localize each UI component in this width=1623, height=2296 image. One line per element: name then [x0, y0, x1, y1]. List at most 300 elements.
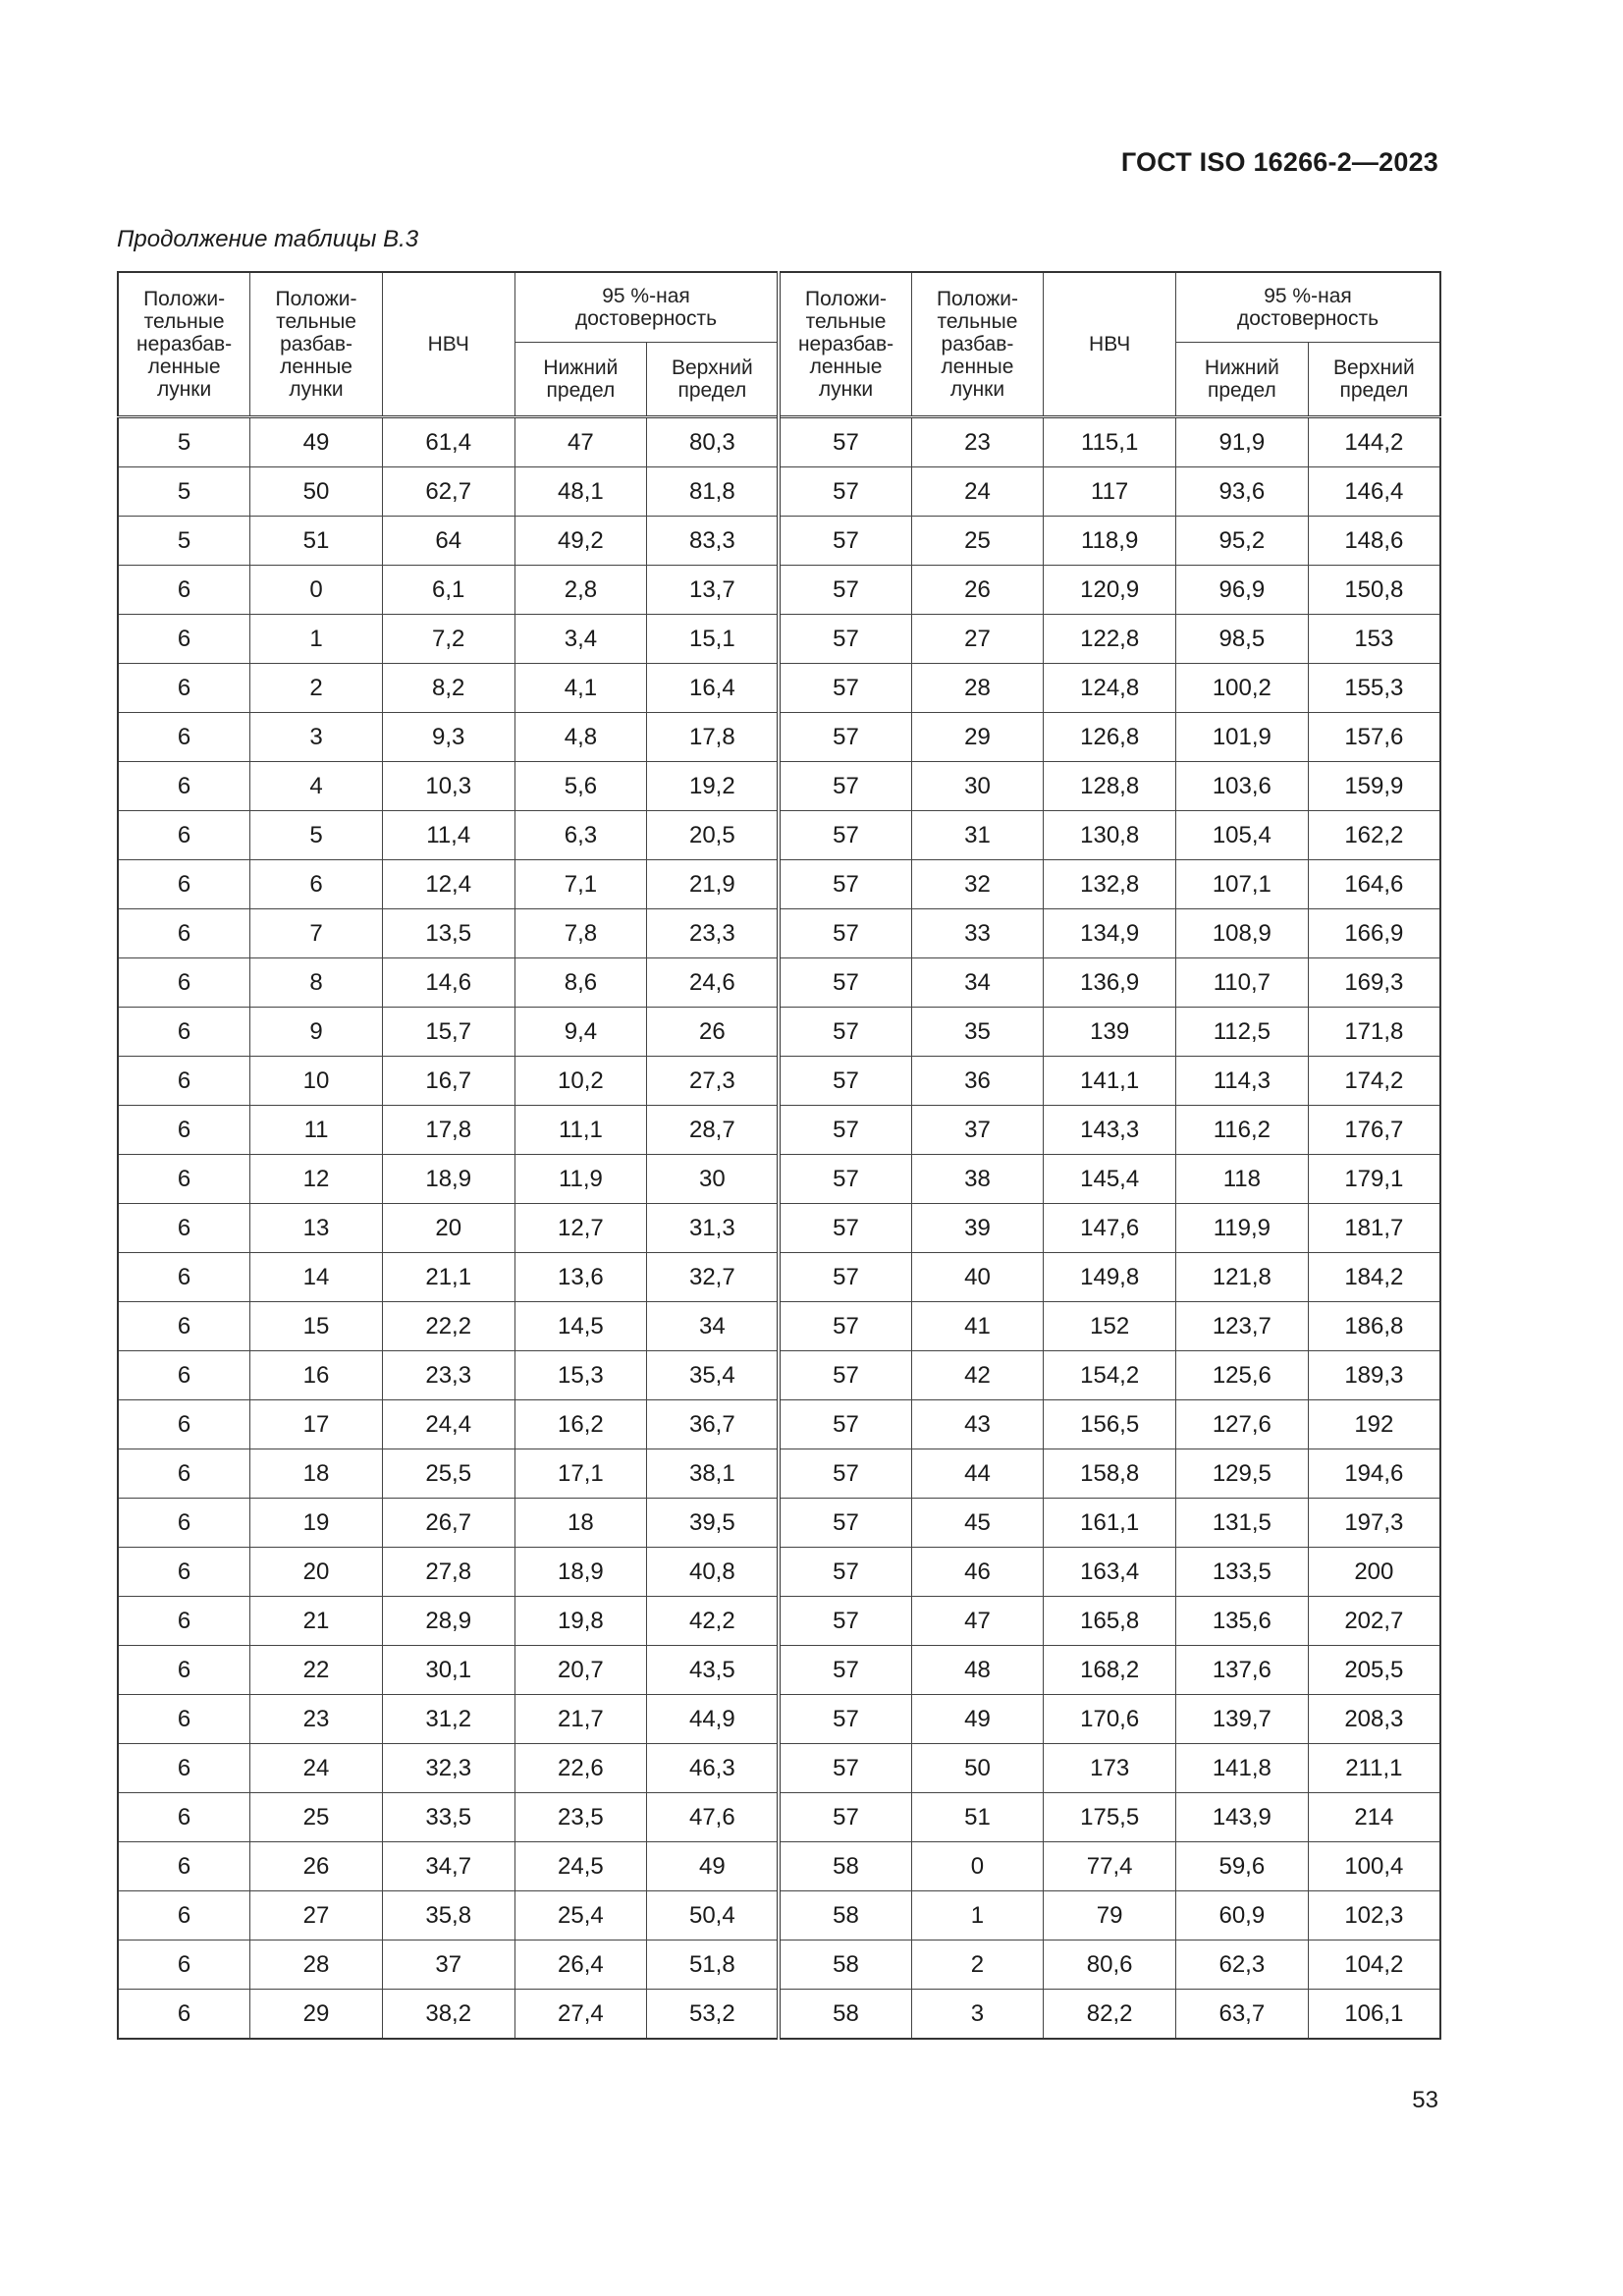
cell-pos-diluted: 31 [911, 811, 1044, 860]
table-row [118, 1990, 1440, 2040]
cell-pos-undiluted: 6 [118, 1057, 250, 1106]
header-pos-diluted: Положи- тельные разбав- ленные лунки [911, 272, 1044, 417]
cell-upper-limit: 19,2 [647, 762, 780, 811]
table-row [118, 467, 1440, 517]
cell-pos-undiluted: 6 [118, 1253, 250, 1302]
cell-upper-limit: 200 [1308, 1548, 1440, 1597]
cell-upper-limit: 43,5 [647, 1646, 780, 1695]
cell-upper-limit: 38,1 [647, 1449, 780, 1499]
cell-nvch: 8,2 [382, 664, 514, 713]
cell-pos-undiluted: 6 [118, 1302, 250, 1351]
cell-pos-undiluted: 6 [118, 1990, 250, 2040]
cell-lower-limit: 14,5 [514, 1302, 647, 1351]
cell-nvch: 77,4 [1044, 1842, 1176, 1891]
cell-upper-limit: 214 [1308, 1793, 1440, 1842]
cell-lower-limit: 18 [514, 1499, 647, 1548]
data-table-container [117, 271, 1441, 2040]
cell-pos-diluted: 32 [911, 860, 1044, 909]
cell-lower-limit: 24,5 [514, 1842, 647, 1891]
cell-lower-limit: 5,6 [514, 762, 647, 811]
table-row [118, 1891, 1440, 1941]
cell-upper-limit: 102,3 [1308, 1891, 1440, 1941]
cell-upper-limit: 155,3 [1308, 664, 1440, 713]
cell-pos-undiluted: 6 [118, 566, 250, 615]
cell-pos-diluted: 44 [911, 1449, 1044, 1499]
cell-nvch: 13,5 [382, 909, 514, 958]
cell-upper-limit: 26 [647, 1008, 780, 1057]
cell-upper-limit: 24,6 [647, 958, 780, 1008]
cell-nvch: 64 [382, 517, 514, 566]
cell-lower-limit: 21,7 [514, 1695, 647, 1744]
header-confidence: 95 %-ная достоверность [1176, 272, 1441, 343]
cell-pos-undiluted: 57 [779, 1548, 911, 1597]
cell-pos-diluted: 15 [250, 1302, 383, 1351]
cell-lower-limit: 27,4 [514, 1990, 647, 2040]
cell-upper-limit: 40,8 [647, 1548, 780, 1597]
cell-pos-undiluted: 57 [779, 713, 911, 762]
cell-pos-undiluted: 6 [118, 860, 250, 909]
cell-pos-undiluted: 6 [118, 1842, 250, 1891]
table-row [118, 1302, 1440, 1351]
cell-nvch: 132,8 [1044, 860, 1176, 909]
cell-pos-diluted: 10 [250, 1057, 383, 1106]
cell-nvch: 37 [382, 1941, 514, 1990]
document-standard-number: ГОСТ ISO 16266-2—2023 [1120, 147, 1438, 177]
cell-nvch: 82,2 [1044, 1990, 1176, 2040]
cell-lower-limit: 127,6 [1176, 1400, 1309, 1449]
cell-pos-undiluted: 57 [779, 1695, 911, 1744]
table-row [118, 1646, 1440, 1695]
table-row [118, 1695, 1440, 1744]
table-row [118, 1842, 1440, 1891]
cell-pos-undiluted: 57 [779, 1597, 911, 1646]
cell-pos-diluted: 26 [250, 1842, 383, 1891]
cell-pos-diluted: 18 [250, 1449, 383, 1499]
cell-nvch: 33,5 [382, 1793, 514, 1842]
header-confidence: 95 %-ная достоверность [514, 272, 779, 343]
cell-upper-limit: 28,7 [647, 1106, 780, 1155]
cell-pos-undiluted: 5 [118, 417, 250, 467]
cell-pos-diluted: 1 [911, 1891, 1044, 1941]
cell-upper-limit: 44,9 [647, 1695, 780, 1744]
cell-upper-limit: 171,8 [1308, 1008, 1440, 1057]
cell-lower-limit: 19,8 [514, 1597, 647, 1646]
cell-nvch: 143,3 [1044, 1106, 1176, 1155]
header-upper-limit: Верхний предел [647, 343, 780, 417]
cell-nvch: 175,5 [1044, 1793, 1176, 1842]
cell-nvch: 120,9 [1044, 566, 1176, 615]
cell-pos-undiluted: 6 [118, 1891, 250, 1941]
cell-pos-undiluted: 57 [779, 1008, 911, 1057]
cell-lower-limit: 11,9 [514, 1155, 647, 1204]
cell-upper-limit: 162,2 [1308, 811, 1440, 860]
cell-upper-limit: 49 [647, 1842, 780, 1891]
cell-nvch: 20 [382, 1204, 514, 1253]
cell-upper-limit: 46,3 [647, 1744, 780, 1793]
cell-pos-diluted: 1 [250, 615, 383, 664]
cell-lower-limit: 26,4 [514, 1941, 647, 1990]
cell-pos-diluted: 50 [250, 467, 383, 517]
cell-lower-limit: 137,6 [1176, 1646, 1309, 1695]
cell-pos-undiluted: 57 [779, 1204, 911, 1253]
cell-upper-limit: 164,6 [1308, 860, 1440, 909]
cell-lower-limit: 7,1 [514, 860, 647, 909]
cell-nvch: 21,1 [382, 1253, 514, 1302]
cell-upper-limit: 42,2 [647, 1597, 780, 1646]
cell-pos-undiluted: 6 [118, 1941, 250, 1990]
cell-pos-diluted: 29 [911, 713, 1044, 762]
cell-nvch: 147,6 [1044, 1204, 1176, 1253]
cell-upper-limit: 146,4 [1308, 467, 1440, 517]
cell-lower-limit: 96,9 [1176, 566, 1309, 615]
cell-pos-undiluted: 6 [118, 664, 250, 713]
cell-lower-limit: 4,1 [514, 664, 647, 713]
table-row [118, 762, 1440, 811]
cell-nvch: 165,8 [1044, 1597, 1176, 1646]
cell-pos-undiluted: 6 [118, 1351, 250, 1400]
cell-upper-limit: 184,2 [1308, 1253, 1440, 1302]
cell-pos-diluted: 8 [250, 958, 383, 1008]
cell-pos-undiluted: 57 [779, 958, 911, 1008]
cell-pos-undiluted: 6 [118, 615, 250, 664]
cell-nvch: 170,6 [1044, 1695, 1176, 1744]
cell-nvch: 141,1 [1044, 1057, 1176, 1106]
cell-lower-limit: 143,9 [1176, 1793, 1309, 1842]
cell-lower-limit: 13,6 [514, 1253, 647, 1302]
table-row [118, 1449, 1440, 1499]
cell-pos-undiluted: 57 [779, 1646, 911, 1695]
cell-nvch: 7,2 [382, 615, 514, 664]
cell-pos-diluted: 28 [911, 664, 1044, 713]
cell-nvch: 31,2 [382, 1695, 514, 1744]
cell-pos-undiluted: 6 [118, 1400, 250, 1449]
cell-pos-undiluted: 57 [779, 762, 911, 811]
cell-lower-limit: 6,3 [514, 811, 647, 860]
cell-pos-diluted: 34 [911, 958, 1044, 1008]
cell-pos-undiluted: 57 [779, 909, 911, 958]
cell-pos-diluted: 2 [911, 1941, 1044, 1990]
cell-upper-limit: 104,2 [1308, 1941, 1440, 1990]
cell-lower-limit: 121,8 [1176, 1253, 1309, 1302]
cell-lower-limit: 8,6 [514, 958, 647, 1008]
cell-nvch: 122,8 [1044, 615, 1176, 664]
cell-lower-limit: 141,8 [1176, 1744, 1309, 1793]
cell-nvch: 38,2 [382, 1990, 514, 2040]
cell-nvch: 23,3 [382, 1351, 514, 1400]
header-nvch: НВЧ [382, 272, 514, 417]
cell-nvch: 128,8 [1044, 762, 1176, 811]
cell-upper-limit: 166,9 [1308, 909, 1440, 958]
header-nvch: НВЧ [1044, 272, 1176, 417]
cell-nvch: 124,8 [1044, 664, 1176, 713]
cell-pos-undiluted: 57 [779, 417, 911, 467]
cell-upper-limit: 144,2 [1308, 417, 1440, 467]
cell-lower-limit: 91,9 [1176, 417, 1309, 467]
cell-pos-undiluted: 6 [118, 1499, 250, 1548]
cell-lower-limit: 98,5 [1176, 615, 1309, 664]
cell-pos-diluted: 23 [911, 417, 1044, 467]
cell-nvch: 154,2 [1044, 1351, 1176, 1400]
cell-pos-diluted: 13 [250, 1204, 383, 1253]
cell-upper-limit: 47,6 [647, 1793, 780, 1842]
header-upper-limit: Верхний предел [1308, 343, 1440, 417]
cell-pos-undiluted: 6 [118, 1204, 250, 1253]
cell-pos-diluted: 21 [250, 1597, 383, 1646]
cell-pos-undiluted: 57 [779, 1057, 911, 1106]
cell-nvch: 32,3 [382, 1744, 514, 1793]
cell-pos-diluted: 29 [250, 1990, 383, 2040]
cell-nvch: 158,8 [1044, 1449, 1176, 1499]
cell-pos-diluted: 51 [911, 1793, 1044, 1842]
cell-lower-limit: 119,9 [1176, 1204, 1309, 1253]
cell-upper-limit: 80,3 [647, 417, 780, 467]
cell-pos-diluted: 46 [911, 1548, 1044, 1597]
cell-lower-limit: 60,9 [1176, 1891, 1309, 1941]
cell-lower-limit: 48,1 [514, 467, 647, 517]
cell-nvch: 145,4 [1044, 1155, 1176, 1204]
cell-nvch: 156,5 [1044, 1400, 1176, 1449]
cell-pos-undiluted: 6 [118, 1449, 250, 1499]
cell-nvch: 117 [1044, 467, 1176, 517]
cell-upper-limit: 181,7 [1308, 1204, 1440, 1253]
cell-pos-diluted: 14 [250, 1253, 383, 1302]
cell-pos-undiluted: 57 [779, 517, 911, 566]
cell-pos-diluted: 39 [911, 1204, 1044, 1253]
cell-upper-limit: 205,5 [1308, 1646, 1440, 1695]
table-row [118, 1351, 1440, 1400]
cell-upper-limit: 202,7 [1308, 1597, 1440, 1646]
header-pos-undiluted: Положи- тельные неразбав- ленные лунки [779, 272, 911, 417]
cell-lower-limit: 3,4 [514, 615, 647, 664]
cell-upper-limit: 53,2 [647, 1990, 780, 2040]
table-row [118, 1155, 1440, 1204]
cell-lower-limit: 112,5 [1176, 1008, 1309, 1057]
cell-lower-limit: 110,7 [1176, 958, 1309, 1008]
cell-pos-diluted: 42 [911, 1351, 1044, 1400]
cell-upper-limit: 194,6 [1308, 1449, 1440, 1499]
cell-upper-limit: 27,3 [647, 1057, 780, 1106]
cell-pos-undiluted: 6 [118, 958, 250, 1008]
cell-lower-limit: 20,7 [514, 1646, 647, 1695]
table-row [118, 1941, 1440, 1990]
cell-nvch: 24,4 [382, 1400, 514, 1449]
cell-pos-undiluted: 57 [779, 1253, 911, 1302]
cell-lower-limit: 108,9 [1176, 909, 1309, 958]
cell-pos-diluted: 36 [911, 1057, 1044, 1106]
cell-nvch: 134,9 [1044, 909, 1176, 958]
cell-lower-limit: 129,5 [1176, 1449, 1309, 1499]
cell-nvch: 17,8 [382, 1106, 514, 1155]
cell-pos-undiluted: 6 [118, 1106, 250, 1155]
cell-pos-diluted: 4 [250, 762, 383, 811]
cell-upper-limit: 35,4 [647, 1351, 780, 1400]
table-header [118, 272, 1440, 417]
cell-nvch: 79 [1044, 1891, 1176, 1941]
cell-nvch: 139 [1044, 1008, 1176, 1057]
table-row [118, 860, 1440, 909]
cell-pos-undiluted: 57 [779, 1449, 911, 1499]
cell-pos-diluted: 41 [911, 1302, 1044, 1351]
cell-upper-limit: 208,3 [1308, 1695, 1440, 1744]
cell-pos-undiluted: 5 [118, 467, 250, 517]
cell-pos-diluted: 27 [911, 615, 1044, 664]
cell-upper-limit: 34 [647, 1302, 780, 1351]
cell-pos-diluted: 25 [250, 1793, 383, 1842]
data-table [117, 271, 1441, 2040]
cell-pos-diluted: 2 [250, 664, 383, 713]
cell-upper-limit: 189,3 [1308, 1351, 1440, 1400]
cell-nvch: 161,1 [1044, 1499, 1176, 1548]
cell-upper-limit: 20,5 [647, 811, 780, 860]
cell-pos-undiluted: 57 [779, 1155, 911, 1204]
cell-pos-diluted: 43 [911, 1400, 1044, 1449]
cell-lower-limit: 114,3 [1176, 1057, 1309, 1106]
cell-upper-limit: 15,1 [647, 615, 780, 664]
cell-upper-limit: 51,8 [647, 1941, 780, 1990]
table-caption: Продолжение таблицы В.3 [117, 226, 419, 252]
cell-upper-limit: 50,4 [647, 1891, 780, 1941]
cell-pos-undiluted: 58 [779, 1891, 911, 1941]
cell-lower-limit: 63,7 [1176, 1990, 1309, 2040]
cell-pos-diluted: 17 [250, 1400, 383, 1449]
cell-lower-limit: 4,8 [514, 713, 647, 762]
cell-lower-limit: 107,1 [1176, 860, 1309, 909]
cell-pos-diluted: 38 [911, 1155, 1044, 1204]
cell-pos-diluted: 37 [911, 1106, 1044, 1155]
table-row [118, 1106, 1440, 1155]
cell-nvch: 35,8 [382, 1891, 514, 1941]
table-row [118, 664, 1440, 713]
cell-pos-undiluted: 6 [118, 1646, 250, 1695]
cell-lower-limit: 135,6 [1176, 1597, 1309, 1646]
page-number: 53 [1412, 2087, 1438, 2113]
header-lower-limit: Нижний предел [1176, 343, 1309, 417]
cell-upper-limit: 169,3 [1308, 958, 1440, 1008]
cell-lower-limit: 10,2 [514, 1057, 647, 1106]
cell-pos-undiluted: 58 [779, 1941, 911, 1990]
cell-upper-limit: 39,5 [647, 1499, 780, 1548]
cell-lower-limit: 131,5 [1176, 1499, 1309, 1548]
cell-upper-limit: 211,1 [1308, 1744, 1440, 1793]
cell-pos-diluted: 45 [911, 1499, 1044, 1548]
table-row [118, 615, 1440, 664]
cell-lower-limit: 100,2 [1176, 664, 1309, 713]
cell-nvch: 62,7 [382, 467, 514, 517]
cell-pos-diluted: 20 [250, 1548, 383, 1597]
cell-upper-limit: 81,8 [647, 467, 780, 517]
cell-lower-limit: 22,6 [514, 1744, 647, 1793]
cell-lower-limit: 95,2 [1176, 517, 1309, 566]
cell-pos-undiluted: 57 [779, 860, 911, 909]
cell-pos-diluted: 27 [250, 1891, 383, 1941]
cell-pos-undiluted: 57 [779, 467, 911, 517]
cell-lower-limit: 47 [514, 417, 647, 467]
cell-upper-limit: 159,9 [1308, 762, 1440, 811]
cell-upper-limit: 23,3 [647, 909, 780, 958]
cell-upper-limit: 36,7 [647, 1400, 780, 1449]
cell-lower-limit: 103,6 [1176, 762, 1309, 811]
cell-pos-undiluted: 57 [779, 1793, 911, 1842]
cell-upper-limit: 150,8 [1308, 566, 1440, 615]
cell-upper-limit: 197,3 [1308, 1499, 1440, 1548]
cell-pos-undiluted: 6 [118, 1008, 250, 1057]
table-row [118, 1744, 1440, 1793]
cell-nvch: 34,7 [382, 1842, 514, 1891]
cell-lower-limit: 25,4 [514, 1891, 647, 1941]
cell-upper-limit: 179,1 [1308, 1155, 1440, 1204]
cell-nvch: 18,9 [382, 1155, 514, 1204]
cell-pos-undiluted: 6 [118, 1548, 250, 1597]
cell-nvch: 25,5 [382, 1449, 514, 1499]
cell-nvch: 28,9 [382, 1597, 514, 1646]
cell-pos-undiluted: 6 [118, 1744, 250, 1793]
cell-pos-undiluted: 57 [779, 566, 911, 615]
cell-pos-undiluted: 6 [118, 1695, 250, 1744]
cell-pos-diluted: 50 [911, 1744, 1044, 1793]
table-row [118, 566, 1440, 615]
cell-nvch: 12,4 [382, 860, 514, 909]
cell-nvch: 173 [1044, 1744, 1176, 1793]
cell-nvch: 30,1 [382, 1646, 514, 1695]
table-row [118, 417, 1440, 467]
cell-lower-limit: 18,9 [514, 1548, 647, 1597]
table-row [118, 1597, 1440, 1646]
cell-lower-limit: 93,6 [1176, 467, 1309, 517]
cell-nvch: 11,4 [382, 811, 514, 860]
cell-lower-limit: 9,4 [514, 1008, 647, 1057]
cell-nvch: 10,3 [382, 762, 514, 811]
table-row [118, 517, 1440, 566]
cell-upper-limit: 16,4 [647, 664, 780, 713]
cell-nvch: 80,6 [1044, 1941, 1176, 1990]
cell-pos-diluted: 30 [911, 762, 1044, 811]
cell-nvch: 61,4 [382, 417, 514, 467]
table-row [118, 1057, 1440, 1106]
cell-nvch: 130,8 [1044, 811, 1176, 860]
cell-pos-diluted: 24 [911, 467, 1044, 517]
cell-pos-undiluted: 57 [779, 1106, 911, 1155]
cell-nvch: 168,2 [1044, 1646, 1176, 1695]
header-lower-limit: Нижний предел [514, 343, 647, 417]
header-pos-diluted: Положи- тельные разбав- ленные лунки [250, 272, 383, 417]
table-body [118, 417, 1440, 2040]
cell-pos-diluted: 47 [911, 1597, 1044, 1646]
cell-pos-undiluted: 58 [779, 1842, 911, 1891]
cell-nvch: 14,6 [382, 958, 514, 1008]
cell-upper-limit: 176,7 [1308, 1106, 1440, 1155]
cell-pos-undiluted: 57 [779, 811, 911, 860]
cell-pos-undiluted: 57 [779, 664, 911, 713]
cell-pos-diluted: 24 [250, 1744, 383, 1793]
cell-lower-limit: 12,7 [514, 1204, 647, 1253]
cell-nvch: 27,8 [382, 1548, 514, 1597]
cell-nvch: 163,4 [1044, 1548, 1176, 1597]
cell-pos-diluted: 49 [250, 417, 383, 467]
cell-pos-undiluted: 6 [118, 1597, 250, 1646]
cell-upper-limit: 17,8 [647, 713, 780, 762]
header-pos-undiluted: Положи- тельные неразбав- ленные лунки [118, 272, 250, 417]
cell-pos-undiluted: 6 [118, 811, 250, 860]
cell-pos-undiluted: 57 [779, 1351, 911, 1400]
cell-lower-limit: 11,1 [514, 1106, 647, 1155]
cell-pos-undiluted: 57 [779, 1400, 911, 1449]
cell-lower-limit: 16,2 [514, 1400, 647, 1449]
cell-upper-limit: 13,7 [647, 566, 780, 615]
table-row [118, 958, 1440, 1008]
cell-lower-limit: 2,8 [514, 566, 647, 615]
cell-lower-limit: 59,6 [1176, 1842, 1309, 1891]
table-row [118, 811, 1440, 860]
